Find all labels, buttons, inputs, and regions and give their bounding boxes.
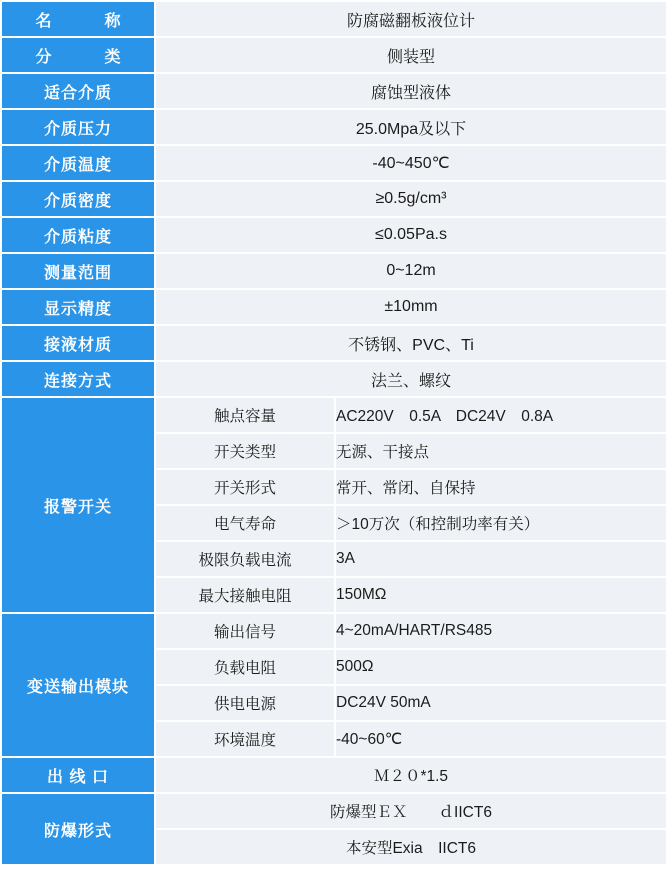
sub-row [156,686,666,722]
sub-row-value: 3A [336,542,666,578]
row-label: 接液材质 [2,326,154,360]
row-value: 不锈钢、PVC、Ti [156,326,666,360]
row-label: 测量范围 [2,254,154,288]
row-label: 介质压力 [2,110,154,144]
sub-row-value: -40~60℃ [336,722,666,756]
row-label-outlet: 出 线 口 [2,758,154,792]
table-row [2,182,666,216]
sub-row-value: 150MΩ [336,578,666,612]
sub-row-value: AC220V 0.5A DC24V 0.8A [336,398,666,434]
sub-row [156,434,666,470]
table-row-outlet [2,758,666,792]
sub-row-value: Ｍ２０*1.5 [156,758,666,792]
row-value: 腐蚀型液体 [156,74,666,108]
sub-row [156,794,666,830]
sub-row [156,830,666,864]
table-row [2,110,666,144]
sub-row-name: 供电电源 [156,686,336,722]
group-label-alarm-switch: 报警开关 [2,398,154,612]
group-label-explosion-proof: 防爆形式 [2,794,154,864]
row-label: 介质温度 [2,146,154,180]
sub-row-value: DC24V 50mA [336,686,666,722]
sub-row-name: 负载电阻 [156,650,336,686]
row-value: 0~12m [156,254,666,288]
row-label: 适合介质 [2,74,154,108]
sub-row-name: 开关形式 [156,470,336,506]
sub-row-name: 电气寿命 [156,506,336,542]
table-row-group-explosion-proof [2,794,666,864]
group-content-transmitter [156,614,666,756]
table-row [2,218,666,252]
sub-row [156,398,666,434]
group-label-transmitter: 变送输出模块 [2,614,154,756]
sub-row [156,650,666,686]
alarm-switch-subtable [156,398,666,612]
sub-row-name: 环境温度 [156,722,336,756]
group-content-alarm-switch [156,398,666,612]
row-label: 介质粘度 [2,218,154,252]
table-row [2,290,666,324]
table-row [2,2,666,36]
table-row [2,146,666,180]
row-value: ≤0.05Pa.s [156,218,666,252]
table-row-group-transmitter [2,614,666,756]
row-value: 25.0Mpa及以下 [156,110,666,144]
row-value: 法兰、螺纹 [156,362,666,396]
row-value: ±10mm [156,290,666,324]
row-value: 防腐磁翻板液位计 [156,2,666,36]
explosion-proof-subtable [156,794,666,864]
sub-row [156,578,666,612]
sub-row-name: 开关类型 [156,434,336,470]
row-value: -40~450℃ [156,146,666,180]
sub-row-value: 无源、干接点 [336,434,666,470]
sub-row [156,542,666,578]
table-row [2,38,666,72]
row-value: ≥0.5g/cm³ [156,182,666,216]
sub-row-value: 500Ω [336,650,666,686]
group-content-outlet [156,758,666,792]
sub-row-name: 输出信号 [156,614,336,650]
row-label: 显示精度 [2,290,154,324]
row-label: 连接方式 [2,362,154,396]
table-row-group-alarm-switch [2,398,666,612]
sub-row-name: 极限负载电流 [156,542,336,578]
sub-row-name: 最大接触电阻 [156,578,336,612]
row-label: 名 称 [2,2,154,36]
sub-row-name: 触点容量 [156,398,336,434]
row-value: 侧装型 [156,38,666,72]
sub-row [156,470,666,506]
table-row [2,326,666,360]
outlet-subtable [156,758,666,792]
sub-row [156,614,666,650]
row-label: 分 类 [2,38,154,72]
sub-row [156,722,666,756]
group-content-explosion-proof [156,794,666,864]
sub-row [156,758,666,792]
sub-row-value: 本安型Exia IICT6 [156,830,666,864]
sub-row-value: ＞10万次（和控制功率有关） [336,506,666,542]
table-row [2,74,666,108]
sub-row-value: 4~20mA/HART/RS485 [336,614,666,650]
sub-row [156,506,666,542]
table-row [2,362,666,396]
sub-row-value: 防爆型ＥＸ ｄIICT6 [156,794,666,830]
sub-row-value: 常开、常闭、自保持 [336,470,666,506]
table-row [2,254,666,288]
row-label: 介质密度 [2,182,154,216]
transmitter-subtable [156,614,666,756]
